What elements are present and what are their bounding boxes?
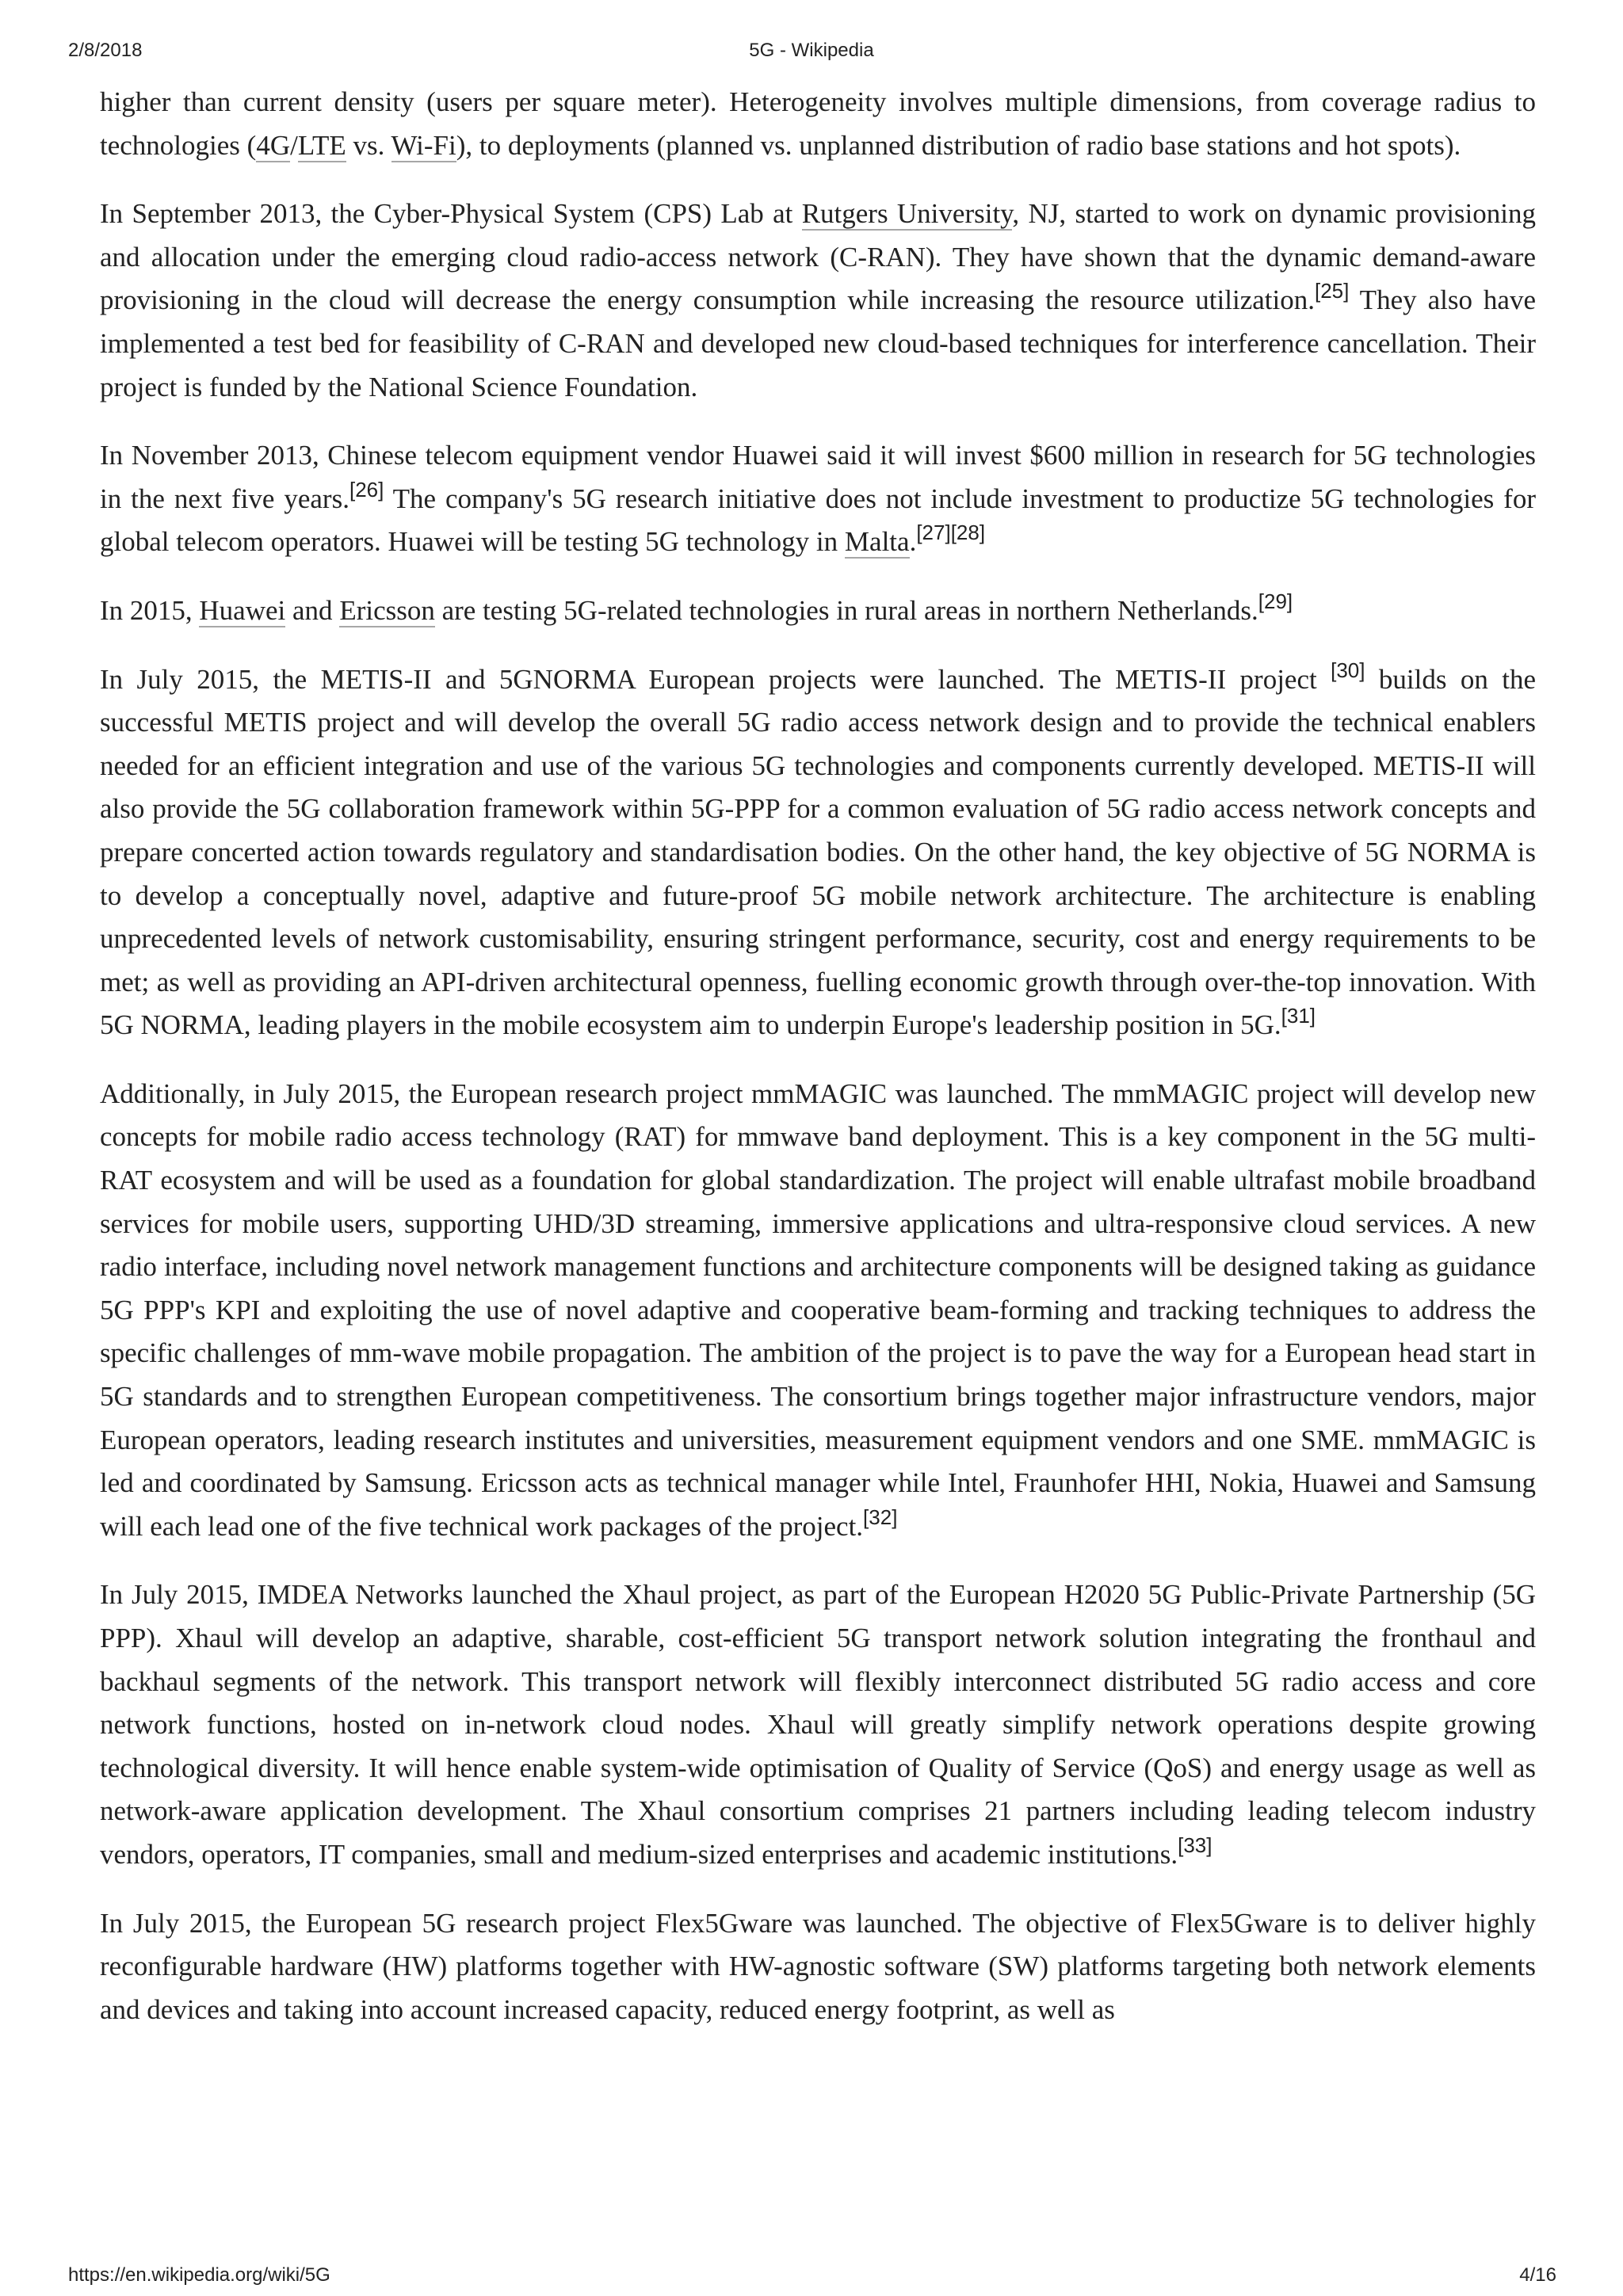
text: In July 2015, IMDEA Networks launched the Xhaul project, as part of the European H2020 5G Public-Private Partnership (5G PPP). Xhaul will develop an adaptive, sharable, cost-efficient 5G transport network solution integrating the fronthaul and backhaul segments of the network. This transport network will flexibly interconnect distributed 5G radio access and core network functions, hosted on in-network cloud nodes. Xhaul will greatly simplify network operations despite growing technological diversity. It will hence enable system-wide optimisation of Quality of Service (QoS) and energy usage as well as network-aware application development. The Xhaul consortium comprises 21 partners including leading telecom industry vendors, operators, IT companies, small and medium-sized enterprises and academic institutions. (100, 1579, 1536, 1870)
link-malta[interactable]: Malta (844, 526, 910, 558)
paragraph-xhaul (100, 1573, 1536, 1876)
text: In September 2013, the Cyber-Physical System (CPS) Lab at (100, 198, 802, 230)
page-url: https://en.wikipedia.org/wiki/5G (68, 2264, 330, 2286)
link-lte[interactable]: LTE (297, 129, 346, 161)
link-rutgers-university[interactable]: Rutgers University (801, 198, 1013, 230)
text: In 2015, (100, 594, 200, 626)
print-date: 2/8/2018 (68, 40, 143, 61)
link-huawei[interactable]: Huawei (199, 594, 286, 626)
paragraph-huawei-investment (100, 434, 1536, 564)
text: are testing 5G-related technologies in rural areas in northern Netherlands. (434, 594, 1258, 626)
citation-32[interactable]: [32] (863, 1505, 898, 1529)
paragraph-cps-lab (100, 193, 1536, 409)
text: They also have implemented a test bed for feasibility of C-RAN and developed new cloud-based techniques for interference cancellation. Their project is funded by the National Science Foundation. (100, 284, 1536, 402)
page-number: 4/16 (1519, 2264, 1556, 2286)
text: / (290, 129, 298, 161)
text: In July 2015, the METIS-II and 5GNORMA European projects were launched. The METIS-II project (100, 663, 1331, 695)
link-4g[interactable]: 4G (256, 129, 291, 161)
paragraph-huawei-ericsson (100, 589, 1536, 633)
citation-28[interactable]: [28] (950, 521, 986, 545)
text: In November 2013, Chinese telecom equipment vendor Huawei said it will invest $600 million in research for 5G technologies in the next five years. (100, 440, 1536, 514)
citation-27[interactable]: [27] (916, 521, 951, 545)
citation-30[interactable]: [30] (1331, 658, 1365, 682)
paragraph-heterogeneity (100, 81, 1536, 167)
text: builds on the successful METIS project and will develop the overall 5G radio access network design and to provide the technical enablers needed for an efficient integration and use of the various 5G technologies and components currently developed. METIS-II will also provide the 5G collaboration framework within 5G-PPP for a common evaluation of 5G radio access network concepts and prepare concerted action towards regulatory and standardisation bodies. On the other hand, the key objective of 5G NORMA is to develop a conceptually novel, adaptive and future-proof 5G mobile network architecture. The architecture is enabling unprecedented levels of network customisability, ensuring stringent performance, security, cost and energy requirements to be met; as well as providing an API-driven architectural openness, fuelling economic growth through over-the-top innovation. With 5G NORMA, leading players in the mobile ecosystem aim to underpin Europe's leadership position in 5G. (100, 663, 1537, 1041)
paragraph-metis-ii (100, 658, 1536, 1047)
text: ), to deployments (planned vs. unplanned distribution of radio base stations and hot spots). (456, 129, 1461, 161)
text: , NJ, started to work on dynamic provisioning and allocation under the emerging cloud radio-access network (C-RAN). They have shown that the dynamic demand-aware provisioning in the cloud will decrease the energy consumption while increasing the resource utilization. (100, 198, 1537, 316)
citation-26[interactable]: [26] (349, 477, 384, 502)
paragraph-flex5gware (100, 1902, 1536, 2032)
text: vs. (346, 129, 391, 161)
link-ericsson[interactable]: Ericsson (339, 594, 435, 626)
text: The company's 5G research initiative does not include investment to productize 5G technologies for global telecom operators. Huawei will be testing 5G technology in (100, 482, 1536, 558)
paragraph-mmmagic (100, 1073, 1536, 1549)
link-wi-fi[interactable]: Wi-Fi (391, 129, 456, 161)
citation-33[interactable]: [33] (1178, 1833, 1212, 1857)
text: Additionally, in July 2015, the European research project mmMAGIC was launched. The mmMAGIC project will develop new concepts for mobile radio access technology (RAT) for mmwave band deployment. This is a key component in the 5G multi-RAT ecosystem and will be used as a foundation for global standardization. The project will enable ultrafast mobile broadband services for mobile users, supporting UHD/3D streaming, immersive applications and ultra-responsive cloud services. A new radio interface, including novel network management functions and architecture components will be designed taking as guidance 5G PPP's KPI and exploiting the use of novel adaptive and cooperative beam-forming and tracking techniques to address the specific challenges of mm-wave mobile propagation. The ambition of the project is to pave the way for a European head start in 5G standards and to strengthen European competitiveness. The consortium brings together major infrastructure vendors, major European operators, leading research institutes and universities, measurement equipment vendors and one SME. mmMAGIC is led and coordinated by Samsung. Ericsson acts as technical manager while Intel, Fraunhofer HHI, Nokia, Huawei and Samsung will each lead one of the five technical work packages of the project. (100, 1077, 1536, 1542)
citation-31[interactable]: [31] (1281, 1004, 1316, 1028)
text: higher than current density (users per square meter). Heterogeneity involves multiple dimensions, from coverage radius to technologies ( (100, 86, 1536, 161)
text: . (909, 526, 917, 558)
citation-25[interactable]: [25] (1314, 279, 1350, 303)
article-body (100, 81, 1536, 2057)
text: In July 2015, the European 5G research project Flex5Gware was launched. The objective of Flex5Gware is to deliver highly reconfigurable hardware (HW) platforms together with HW-agnostic software (SW) platforms targeting both network elements and devices and taking into account increased capacity, reduced energy footprint, as well as (100, 1907, 1536, 2025)
citation-29[interactable]: [29] (1258, 589, 1293, 613)
page-title: 5G - Wikipedia (749, 40, 874, 61)
text: and (285, 594, 340, 626)
